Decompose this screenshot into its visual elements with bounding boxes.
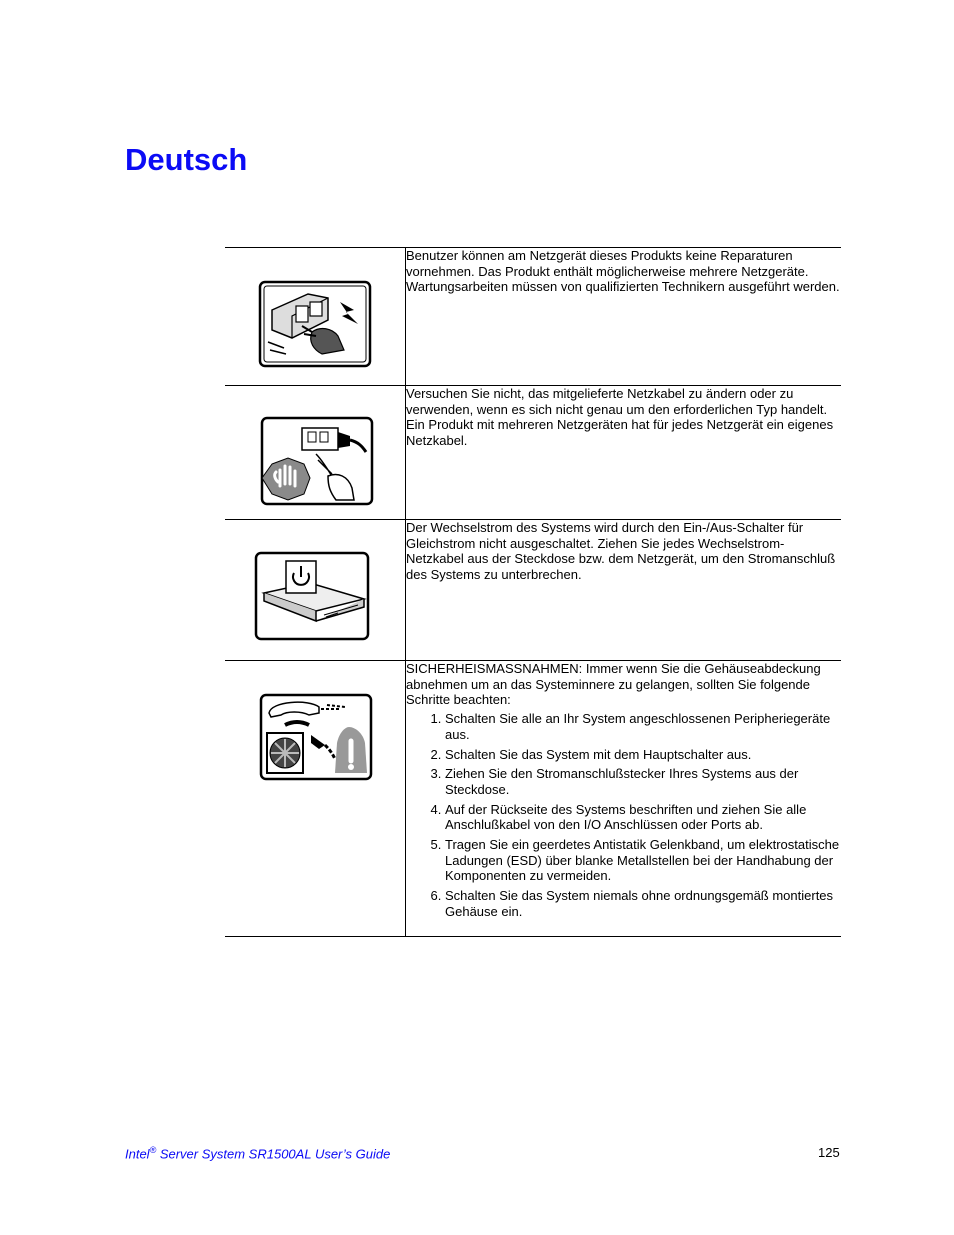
list-item: 2. Schalten Sie das System mit dem Hauptschalter aus. xyxy=(445,747,841,763)
registered-mark: ® xyxy=(149,1145,157,1155)
warning-row xyxy=(225,248,841,386)
warning-text: Der Wechselstrom des Systems wird durch den Ein-/Aus-Schalter für Gleichstrom nicht ausgeschaltet. Ziehen Sie jedes Wechselstrom-Netzkabel aus der Steckdose bzw. dem Netzgerät, um den Stromanschluß des Systems zu unterbrechen. xyxy=(406,520,842,661)
warning-row xyxy=(225,386,841,520)
page-title: Deutsch xyxy=(125,142,248,177)
power-button-server-icon xyxy=(254,551,370,641)
warning-row xyxy=(225,661,841,937)
power-cord-stop-icon xyxy=(258,416,374,506)
list-item: 6. Schalten Sie das System niemals ohne ordnungsgemäß montiertes Gehäuse ein. xyxy=(445,888,841,919)
footer-title-text: Server System SR1500AL User’s Guide xyxy=(156,1146,391,1162)
footer-guide-title xyxy=(125,1145,390,1161)
safety-warnings-table xyxy=(225,247,841,937)
warning-text: SICHERHEISMASSNAHMEN: Immer wenn Sie die Gehäuseabdeckung abnehmen um an das Systeminnere zu gelangen, sollten Sie folgende Schritte beachten: xyxy=(406,661,821,708)
warning-row xyxy=(225,520,841,661)
list-item: 5. Tragen Sie ein geerdetes Antistatik Gelenkband, um elektrostatische Ladungen (ESD) über blanke Metallstellen bei der Handhabung der Komponenten zu vermeiden. xyxy=(445,837,841,884)
power-supply-hazard-icon xyxy=(258,280,372,368)
page-number: 125 xyxy=(818,1145,840,1160)
footer-brand: Intel xyxy=(125,1146,150,1162)
safety-steps-list xyxy=(406,711,841,919)
warning-text: Versuchen Sie nicht, das mitgelieferte Netzkabel zu ändern oder zu verwenden, wenn es sich nicht genau um den erforderlichen Typ handelt. Ein Produkt mit mehreren Netzgeräten hat für jedes Netzgerät ein eigenes Netzkabel. xyxy=(406,386,842,520)
list-item: 1. Schalten Sie alle an Ihr System angeschlossenen Peripheriegeräte aus. xyxy=(445,711,841,742)
warning-text: Benutzer können am Netzgerät dieses Produkts keine Reparaturen vornehmen. Das Produkt enthält möglicherweise mehrere Netzgeräte. Wartungsarbeiten müssen von qualifizierten Technikern ausgeführt werden. xyxy=(406,248,842,386)
list-item: 4. Auf der Rückseite des Systems beschriften und ziehen Sie alle Anschlußkabel von den I/O Anschlüssen oder Ports ab. xyxy=(445,802,841,833)
unplug-caution-icon xyxy=(259,693,373,781)
list-item: 3. Ziehen Sie den Stromanschlußstecker Ihres Systems aus der Steckdose. xyxy=(445,766,841,797)
